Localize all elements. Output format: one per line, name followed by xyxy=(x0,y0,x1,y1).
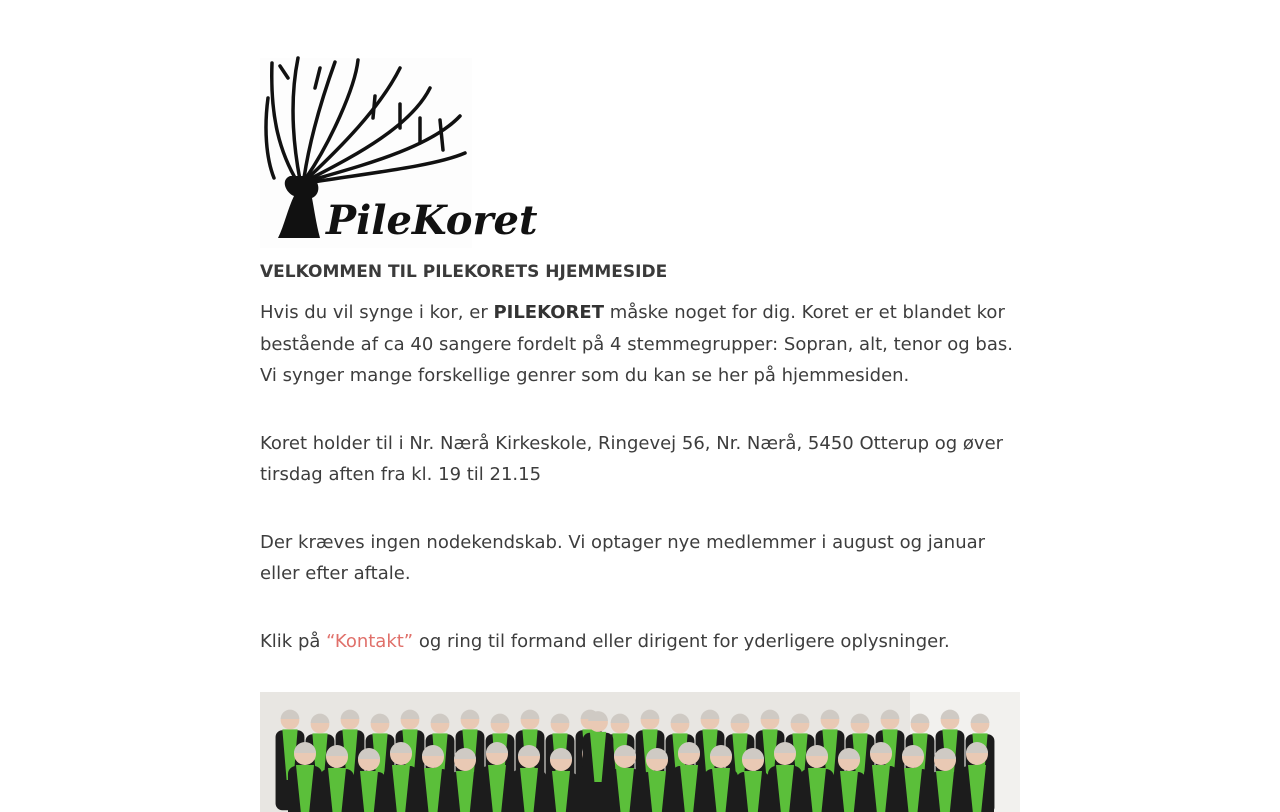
location-paragraph: Koret holder til i Nr. Nærå Kirkeskole, Ringevej 56, Nr. Nærå, 5450 Otterup og øver tirsdag aften fra kl. 19 til 21.15 xyxy=(260,432,1004,485)
logo-wordmark: PileKoret xyxy=(326,197,538,244)
pilekoret-logo[interactable] xyxy=(260,58,538,248)
requirements-paragraph: Der kræves ingen nodekendskab. Vi optager nye medlemmer i august og januar eller efter aftale. xyxy=(260,531,986,584)
welcome-heading: VELKOMMEN TIL PILEKORETS HJEMMESIDE xyxy=(260,262,668,282)
choir-photo-illustration xyxy=(260,692,1020,812)
choir-name-bold: PILEKORET xyxy=(493,302,604,323)
willow-tree-logo-icon xyxy=(260,58,538,248)
intro-paragraph xyxy=(260,297,1020,392)
contact-text-before: Klik på xyxy=(260,630,327,652)
intro-text-after: måske noget for dig. Koret er et blandet kor bestående af ca 40 sangere fordelt på 4 stemmegrupper: Sopran, alt, tenor og bas. Vi synger mange forskellige genrer som du kan se her på hjemmesiden. xyxy=(260,302,1013,386)
contact-paragraph xyxy=(260,626,1020,658)
contact-text-after: og ring til formand eller dirigent for yderligere oplysninger. xyxy=(413,630,950,652)
intro-text-before: Hvis du vil synge i kor, er xyxy=(260,302,494,323)
choir-group-photo xyxy=(260,692,1020,812)
main-content xyxy=(260,58,1020,812)
contact-link[interactable]: “Kontakt” xyxy=(326,630,414,652)
